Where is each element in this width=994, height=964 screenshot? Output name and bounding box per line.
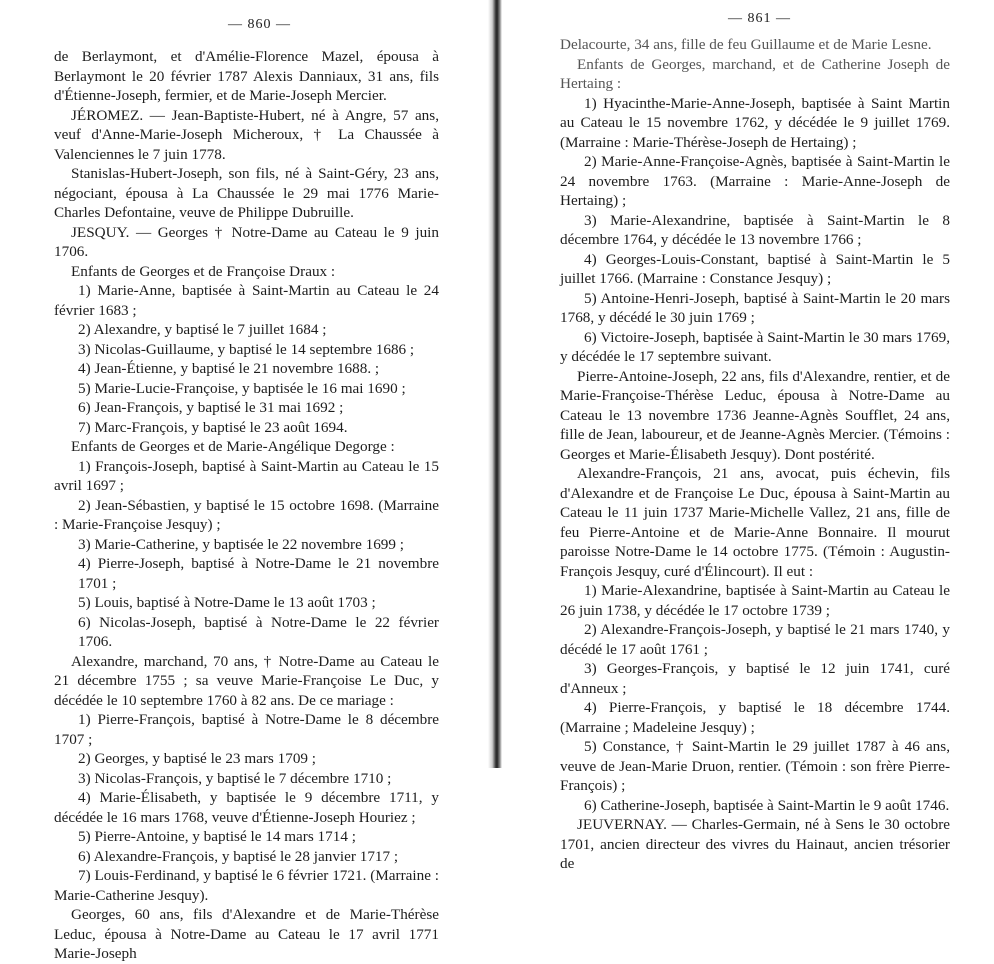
list-item: 4) Marie-Élisabeth, y baptisée le 9 décembre 1711, y décédée le 16 mars 1768, veuve d'Étienne-Joseph Houriez ; [54,789,439,826]
list-item: 2) Alexandre, y baptisé le 7 juillet 1684 ; [78,321,327,338]
list-item: 5) Constance, † Saint-Martin le 29 juillet 1787 à 46 ans, veuve de Jean-Marie Druon, rentier. (Témoin : son frère Pierre-François) ; [560,738,950,794]
list-item: 6) Catherine-Joseph, baptisée à Saint-Martin le 9 août 1746. [584,796,950,814]
page-number: — 860 — [228,17,291,32]
page-text [54,47,439,964]
list-item: 4) Pierre-François, y baptisé le 18 décembre 1744. (Marraine ; Madeleine Jesquy) ; [560,699,950,736]
list-item: 1) François-Joseph, baptisé à Saint-Martin au Cateau le 15 avril 1697 ; [54,457,439,494]
list-item: 6) Alexandre-François, y baptisé le 28 janvier 1717 ; [78,847,399,865]
list-item: 1) Marie-Alexandrine, baptisée à Saint-Martin au Cateau le 26 juin 1738, y décédée le 17 octobre 1739 ; [560,582,950,619]
paragraph: Enfants de Georges et de Marie-Angélique Degorge : [71,438,395,455]
list-item: 3) Nicolas-François, y baptisé le 7 décembre 1710 ; [78,769,392,787]
list-item: 1) Pierre-François, baptisé à Notre-Dame le 8 décembre 1707 ; [54,711,439,748]
list-item: 5) Antoine-Henri-Joseph, baptisé à Saint-Martin le 20 mars 1768, y décédé le 30 juin 1769 ; [560,289,950,326]
list-item: 3) Marie-Alexandrine, baptisée à Saint-Martin le 8 décembre 1764, y décédée le 13 novembre 1766 ; [560,211,950,248]
list-item: 6) Jean-François, y baptisé le 31 mai 1692 ; [78,399,344,416]
paragraph: de Berlaymont, et d'Amélie-Florence Mazel, épousa à Berlaymont le 20 février 1787 Alexis Danniaux, 31 ans, fils d'Étienne-Joseph, fermier, et de Marie-Joseph Mercier. [54,48,439,104]
paragraph: JEUVERNAY. — Charles-Germain, né à Sens le 30 octobre 1701, ancien directeur des vivres du Hainaut, ancien trésorier de [560,816,950,872]
list-item: 3) Georges-François, y baptisé le 12 juin 1741, curé d'Anneux ; [560,660,950,697]
paragraph: Pierre-Antoine-Joseph, 22 ans, fils d'Alexandre, rentier, et de Marie-Françoise-Thérèse Leduc, épousa à Notre-Dame au Cateau le 13 novembre 1736 Jeanne-Agnès Soufflet, 24 ans, fille de Jean, laboureur, et de Jeanne-Agnès Mercier. (Témoins : Georges et Marie-Élisabeth Jesquy). Dont postérité. [560,367,950,463]
page-text [560,35,950,874]
list-item: 2) Marie-Anne-Françoise-Agnès, baptisée à Saint-Martin le 24 novembre 1763. (Marraine : Marie-Anne-Joseph de Hertaing) ; [560,153,950,209]
list-item: 6) Nicolas-Joseph, baptisé à Notre-Dame le 22 février 1706. [78,613,439,650]
list-item: 2) Georges, y baptisé le 23 mars 1709 ; [78,750,317,767]
list-item: 7) Louis-Ferdinand, y baptisé le 6 février 1721. (Marraine : Marie-Catherine Jesquy). [54,867,439,904]
list-item: 2) Alexandre-François-Joseph, y baptisé le 21 mars 1740, y décédé le 17 août 1761 ; [560,621,950,658]
page-number: — 861 — [728,11,791,26]
list-item: 3) Nicolas-Guillaume, y baptisé le 14 septembre 1686 ; [78,340,415,358]
right-page [500,0,994,872]
left-page [0,0,490,962]
paragraph: Delacourte, 34 ans, fille de feu Guillaume et de Marie Lesne. [560,36,932,53]
paragraph: Enfants de Georges, marchand, et de Catherine Joseph de Hertaing : [560,55,950,92]
list-item: 2) Jean-Sébastien, y baptisé le 15 octobre 1698. (Marraine : Marie-Françoise Jesquy) ; [54,496,439,533]
paragraph: Enfants de Georges et de Françoise Draux : [71,262,336,280]
paragraph: JÉROMEZ. — Jean-Baptiste-Hubert, né à Angre, 57 ans, veuf d'Anne-Marie-Joseph Micheroux, † La Chaussée à Valenciennes le 7 juin 1778. [54,106,439,163]
list-item: 1) Hyacinthe-Marie-Anne-Joseph, baptisée à Saint Martin au Cateau le 15 novembre 1762, y décédée le 9 juillet 1769. (Marraine : Marie-Thérèse-Joseph de Hertaing) ; [560,94,950,151]
paragraph: Alexandre-François, 21 ans, avocat, puis échevin, fils d'Alexandre et de Françoise Le Duc, épousa à Saint-Martin au Cateau le 11 juin 1737 Marie-Michelle Vallez, 21 ans, fille de feu Pierre-Antoine et de Marie-Anne Bonnaire. Il mourut paroisse Notre-Dame le 14 octobre 1775. (Témoin : Augustin-François Jesquy, curé d'Élincourt). Il eut : [560,465,950,580]
paragraph: Georges, 60 ans, fils d'Alexandre et de Marie-Thérèse Leduc, épousa à Notre-Dame au Cateau le 17 avril 1771 Marie-Joseph [54,906,439,962]
paragraph: JESQUY. — Georges † Notre-Dame au Cateau le 9 juin 1706. [54,223,439,260]
list-item: 5) Marie-Lucie-Françoise, y baptisée le 16 mai 1690 ; [78,379,406,397]
list-item: 4) Georges-Louis-Constant, baptisé à Saint-Martin le 5 juillet 1766. (Marraine : Constance Jesquy) ; [560,250,950,287]
list-item: 3) Marie-Catherine, y baptisée le 22 novembre 1699 ; [78,535,405,553]
list-item: 5) Pierre-Antoine, y baptisé le 14 mars 1714 ; [78,828,356,845]
list-item: 4) Pierre-Joseph, baptisé à Notre-Dame le 21 novembre 1701 ; [78,555,439,592]
paragraph: Stanislas-Hubert-Joseph, son fils, né à Saint-Géry, 23 ans, négociant, épousa à La Chaussée le 29 mai 1776 Marie-Charles Defontaine, veuve de Philippe Dubruille. [54,165,439,221]
list-item: 6) Victoire-Joseph, baptisée à Saint-Martin le 30 mars 1769, y décédée le 17 septembre suivant. [560,328,950,365]
list-item: 1) Marie-Anne, baptisée à Saint-Martin au Cateau le 24 février 1683 ; [54,282,439,319]
list-item: 4) Jean-Étienne, y baptisé le 21 novembre 1688. ; [78,360,380,377]
paragraph: Alexandre, marchand, 70 ans, † Notre-Dame au Cateau le 21 décembre 1755 ; sa veuve Marie-Françoise Le Duc, y décédée le 10 septembre 1760 à 82 ans. De ce mariage : [54,652,439,709]
list-item: 7) Marc-François, y baptisé le 23 août 1694. [78,418,348,436]
list-item: 5) Louis, baptisé à Notre-Dame le 13 août 1703 ; [78,594,376,611]
